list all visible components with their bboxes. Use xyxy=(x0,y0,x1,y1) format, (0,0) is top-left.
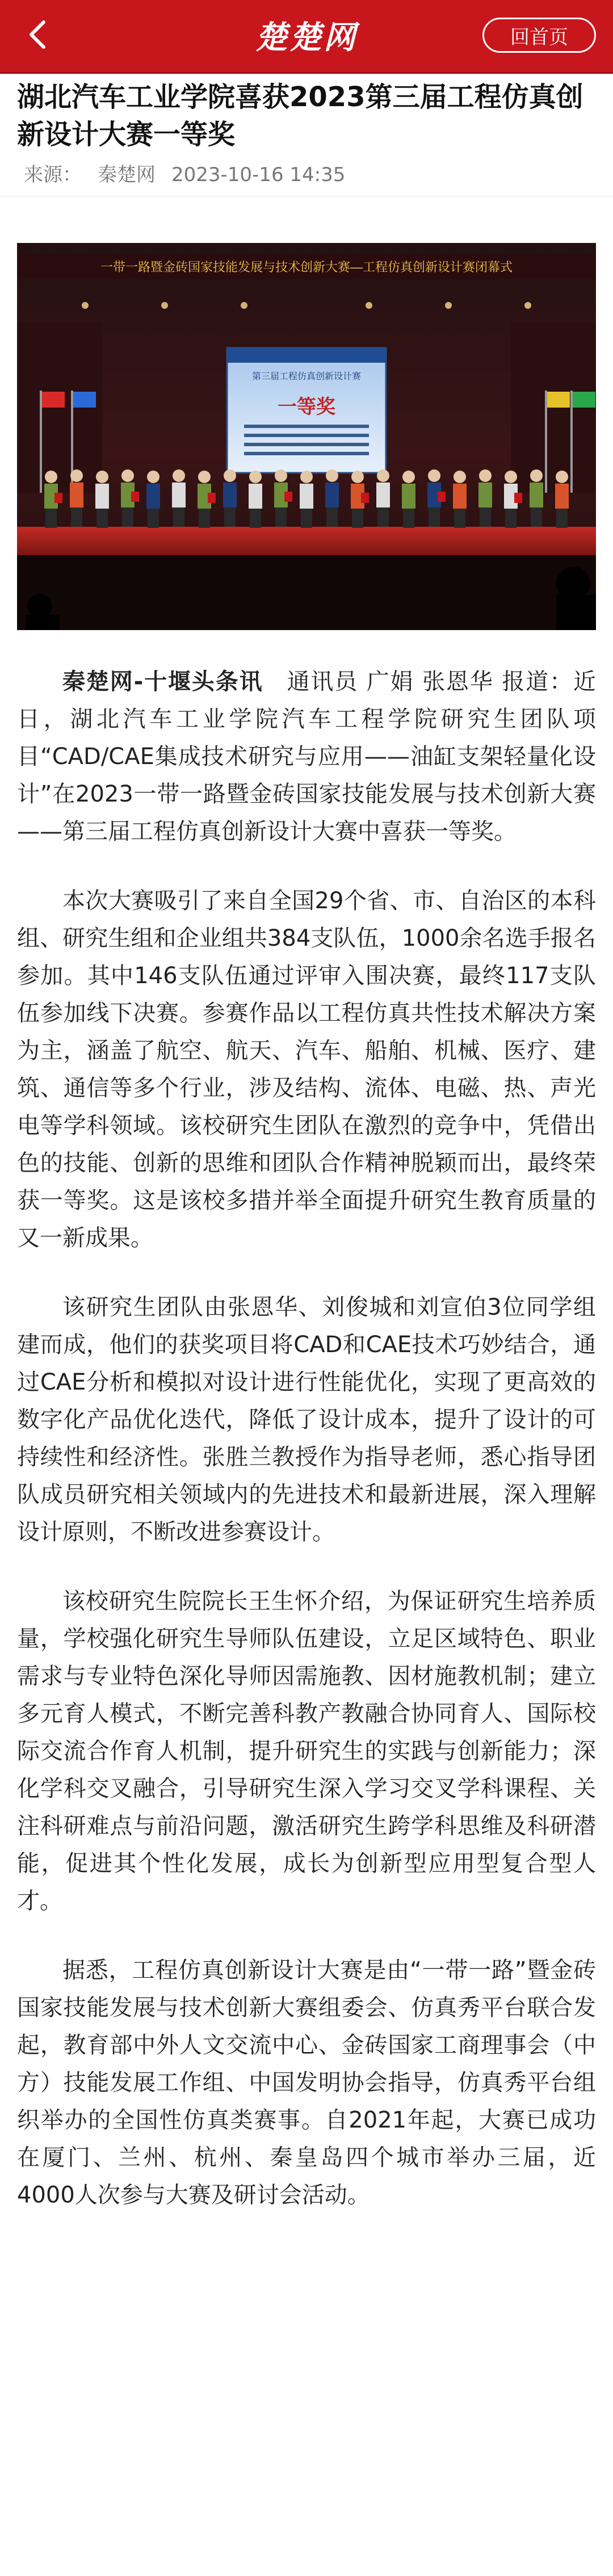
top-bar xyxy=(0,0,613,74)
source-label: 来源： xyxy=(24,163,82,186)
screen-award: 一等奖 xyxy=(278,396,335,418)
back-button[interactable] xyxy=(17,15,57,54)
article-paragraph: 据悉，工程仿真创新设计大赛是由“一带一路”暨金砖国家技能发展与技术创新大赛组委会、仿真秀平台联合发起，教育部中外人文交流中心、金砖国家工商理事会（中方）技能发展工作组、中国发明协会指导，仿真秀平台组织举办的全国性仿真类赛事。自2021年起，大赛已成功在厦门、兰州、杭州、秦皇岛四个城市举办三届，近4000人次参与大赛及研讨会活动。 xyxy=(17,1957,596,2208)
article-paragraph xyxy=(17,663,596,850)
paragraph-text: 通讯员 广娟 张恩华 报道：近日，湖北汽车工业学院汽车工程学院研究生团队项目“CAD/CAE集成技术研究与应用——油缸支架轻量化设计”在2023一带一路暨金砖国家技能发展与技术创新大赛——第三届工程仿真创新设计大赛中喜获一等奖。 xyxy=(17,669,596,845)
article-meta xyxy=(24,159,361,187)
article-title: 湖北汽车工业学院喜获2023第三届工程仿真创新设计大赛一等奖 xyxy=(17,81,583,150)
lead-source: 秦楚网-十堰头条讯 xyxy=(62,669,263,695)
article-paragraph: 该研究生团队由张恩华、刘俊城和刘宣伯3位同学组建而成，他们的获奖项目将CAD和CAE技术巧妙结合，通过CAE分析和模拟对设计进行性能优化，实现了更高效的数字化产品优化迭代，降低了设计成本，提升了设计的可持续性和经济性。张胜兰教授作为指导老师，悉心指导团队成员研究相关领域内的先进技术和最新进展，深入理解设计原则，不断改进参赛设计。 xyxy=(17,1294,596,1545)
site-logo[interactable]: 楚楚网 xyxy=(255,19,358,56)
home-button[interactable]: 回首页 xyxy=(482,18,596,53)
publish-date: 2023-10-16 14:35 xyxy=(171,163,346,186)
award-winners-group xyxy=(44,469,569,528)
award-ceremony-image xyxy=(17,243,596,630)
chevron-left-icon xyxy=(26,19,48,51)
article-body xyxy=(17,663,596,2246)
banner-text: 一带一路暨金砖国家技能发展与技术创新大赛—工程仿真创新设计赛闭幕式 xyxy=(100,260,513,274)
article-paragraph: 该校研究生院院长王生怀介绍，为保证研究生培养质量，学校强化研究生导师队伍建设，立足区域特色、职业需求与专业特色深化导师因需施教、因材施教机制；建立多元育人模式，不断完善科教产教融合协同育人、国际校际交流合作育人机制，提升研究生的实践与创新能力；深化学科交叉融合，引导研究生深入学习交叉学科课程、关注科研难点与前沿问题，激活研究生跨学科思维及科研潜能，促进其个性化发展，成长为创新型应用型复合型人才。 xyxy=(17,1588,596,1914)
article-photo[interactable] xyxy=(17,243,596,630)
source-name: 秦楚网 xyxy=(98,163,156,186)
article-paragraph: 本次大赛吸引了来自全国29个省、市、自治区的本科组、研究生组和企业组共384支队伍，1000余名选手报名参加。其中146支队伍通过评审入围决赛，最终117支队伍参加线下决赛。参赛作品以工程仿真共性技术解决方案为主，涵盖了航空、航天、汽车、船舶、机械、医疗、建筑、通信等多个行业，涉及结构、流体、电磁、热、声光电等学科领域。该校研究生团队在激烈的竞争中，凭借出色的技能、创新的思维和团队合作精神脱颖而出，最终荣获一等奖。这是该校多措并举全面提升研究生教育质量的又一新成果。 xyxy=(17,888,596,1251)
screen-heading: 第三届工程仿真创新设计赛 xyxy=(251,372,362,381)
